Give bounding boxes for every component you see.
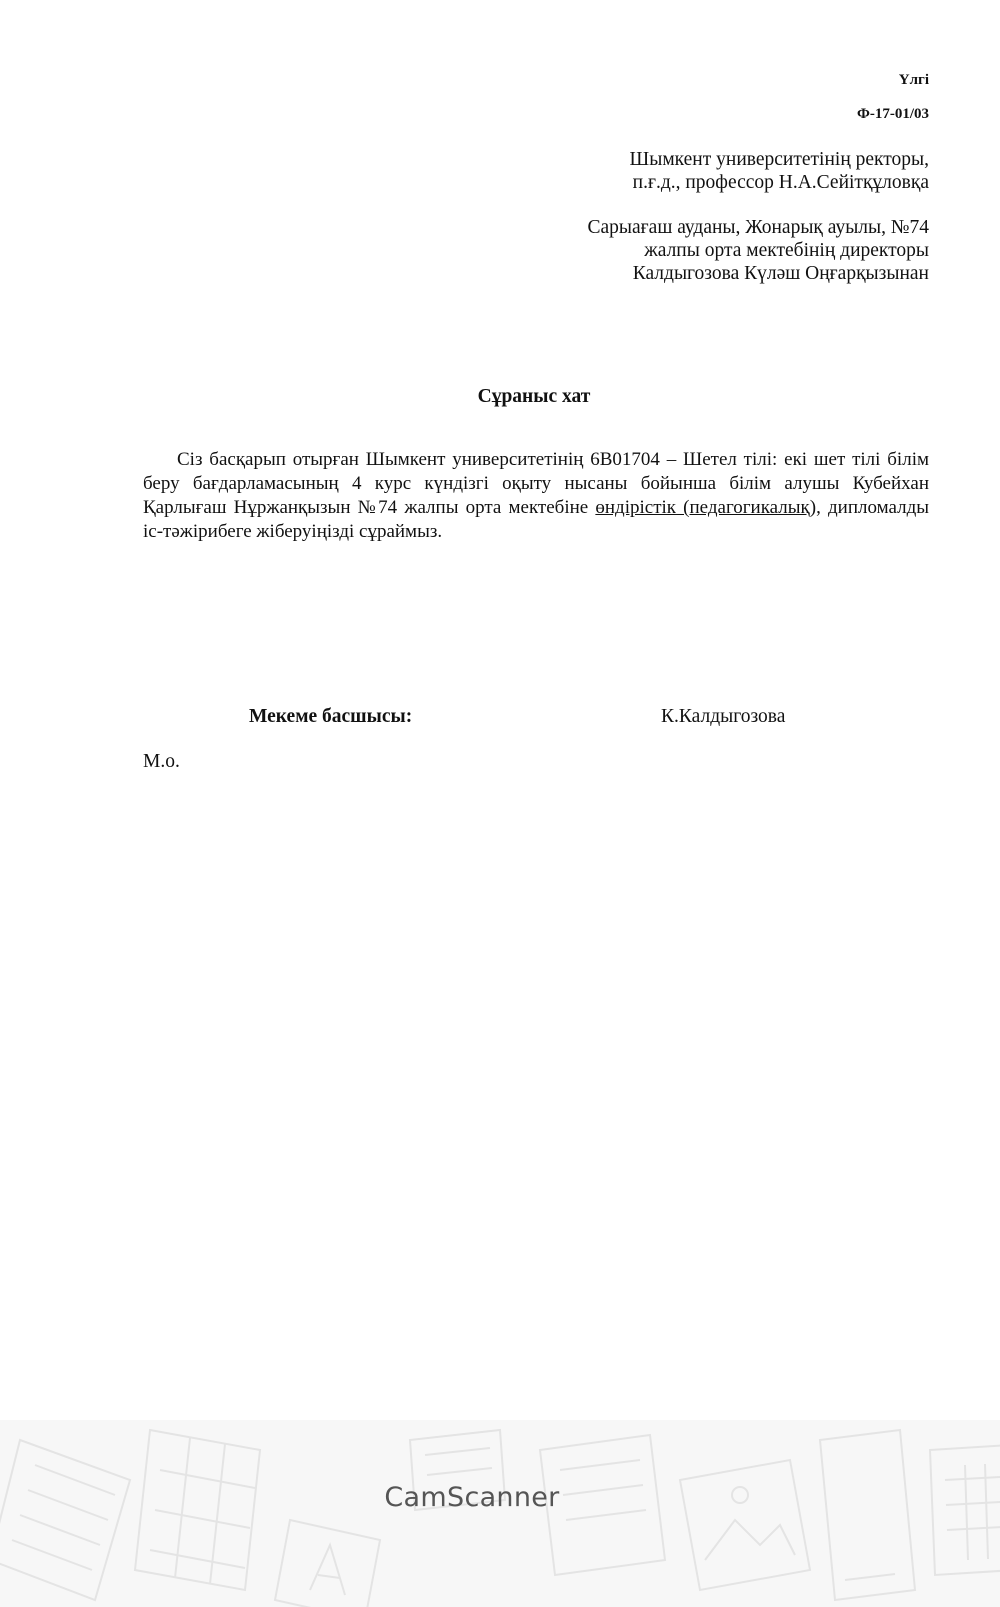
watermark-pattern-icon (0, 1420, 1000, 1607)
sender-line: Сарыағаш ауданы, Жонарық ауылы, №74 (587, 217, 929, 238)
addressee-line: Шымкент университетінің ректоры, (629, 149, 929, 170)
sender-line: жалпы орта мектебінің директоры (644, 240, 929, 261)
scanner-watermark-band (0, 1420, 1000, 1607)
body-text-part: дипломалды іс-тәжірибеге жіберуіңізді сұраймыз. (143, 497, 930, 542)
signatory-name: К.Калдыгозова (661, 706, 786, 727)
stamp-place-label: М.о. (143, 751, 180, 772)
addressee-block (630, 148, 929, 194)
body-text-part: Сіз басқарып отырған Шымкент университетінің 6В01704 – Шетел тілі: екі шет тілі білім беру бағдарламасының 4 курс күндізгі оқыту нысаны бойынша білім алушы Кубейхан Қарлығаш Нұржанқызын №74 жалпы орта мектебіне (143, 449, 929, 518)
form-label: Үлгі (898, 72, 929, 88)
document-title: Сұраныс хат (477, 386, 591, 407)
camscanner-brand-text: CamScanner (384, 1482, 560, 1513)
body-underlined-text: өндірістік (педагогикалық), (595, 497, 821, 518)
sender-line: Калдыгозова Күләш Оңғарқызынан (632, 263, 929, 284)
letter-body (143, 448, 929, 544)
form-code: Ф-17-01/03 (856, 106, 929, 122)
signatory-title: Мекеме басшысы: (249, 706, 413, 727)
sender-block (588, 216, 930, 285)
addressee-line: п.ғ.д., профессор Н.А.Сейітқұловқа (632, 172, 929, 193)
